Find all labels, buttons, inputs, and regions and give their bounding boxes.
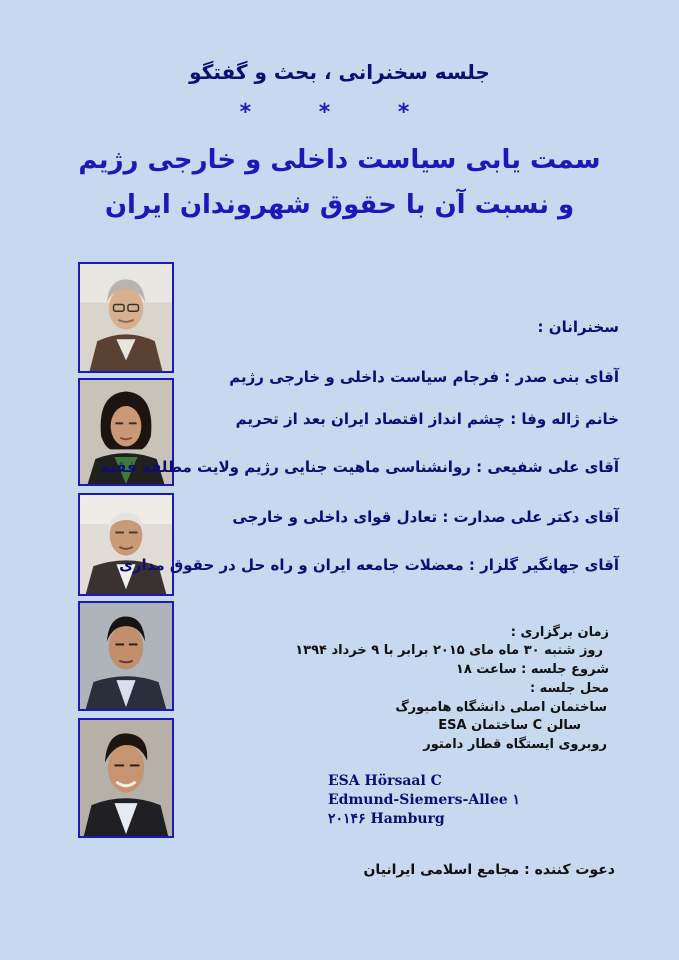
speaker-item-5: آقای جهانگیر گلزار : معضلات جامعه ایران و راه حل در حقوق مداری bbox=[119, 556, 619, 574]
venue-city: ۲۰۱۴۶ Hamburg bbox=[328, 811, 445, 827]
event-subtitle: جلسه سخنرانی ، بحث و گفتگو bbox=[189, 60, 490, 84]
inviter-line: دعوت کننده : مجامع اسلامی ایرانیان bbox=[363, 862, 615, 878]
separator-stars: * * * bbox=[239, 100, 440, 125]
venue-street: Edmund-Siemers-Allee ۱ bbox=[328, 792, 521, 808]
speaker-item-1: آقای بنی صدر : فرجام سیاست داخلی و خارجی رژیم bbox=[229, 368, 619, 386]
speakers-heading: سخنرانان : bbox=[537, 318, 619, 336]
speaker-item-4: آقای دکتر علی صدارت : تعادل قوای داخلی و خارجی bbox=[232, 508, 619, 526]
venue-hall: ESA Hörsaal C bbox=[328, 773, 442, 789]
speaker-photo-4 bbox=[78, 601, 174, 711]
time-heading: زمان برگزاری : bbox=[510, 625, 609, 640]
title-line-2: و نسبت آن با حقوق شهروندان ایران bbox=[104, 190, 575, 220]
speaker-photo-3 bbox=[78, 493, 174, 596]
place-line-1: ساختمان اصلی دانشگاه هامبورگ bbox=[395, 700, 607, 715]
speaker-item-2: خانم ژاله وفا : چشم انداز اقتصاد ایران بعد از تحریم bbox=[235, 410, 619, 428]
start-time-line: شروع جلسه : ساعت ۱۸ bbox=[455, 662, 609, 677]
place-line-2: سالن C ساختمان ESA bbox=[438, 718, 581, 733]
place-line-3: روبروی ایستگاه قطار دامتور bbox=[423, 737, 607, 752]
date-line: روز شنبه ۳۰ ماه مای ۲۰۱۵ برابر با ۹ خرداد ۱۳۹۴ bbox=[295, 643, 603, 658]
place-heading: محل جلسه : bbox=[529, 681, 609, 696]
speaker-item-3: آقای علی شفیعی : روانشناسی ماهیت جنایی رژیم ولایت مطلقه فقیه bbox=[100, 458, 619, 476]
title-line-1: سمت یابی سیاست داخلی و خارجی رژیم bbox=[78, 145, 601, 175]
speaker-photo-1 bbox=[78, 262, 174, 373]
speaker-photo-5 bbox=[78, 718, 174, 838]
